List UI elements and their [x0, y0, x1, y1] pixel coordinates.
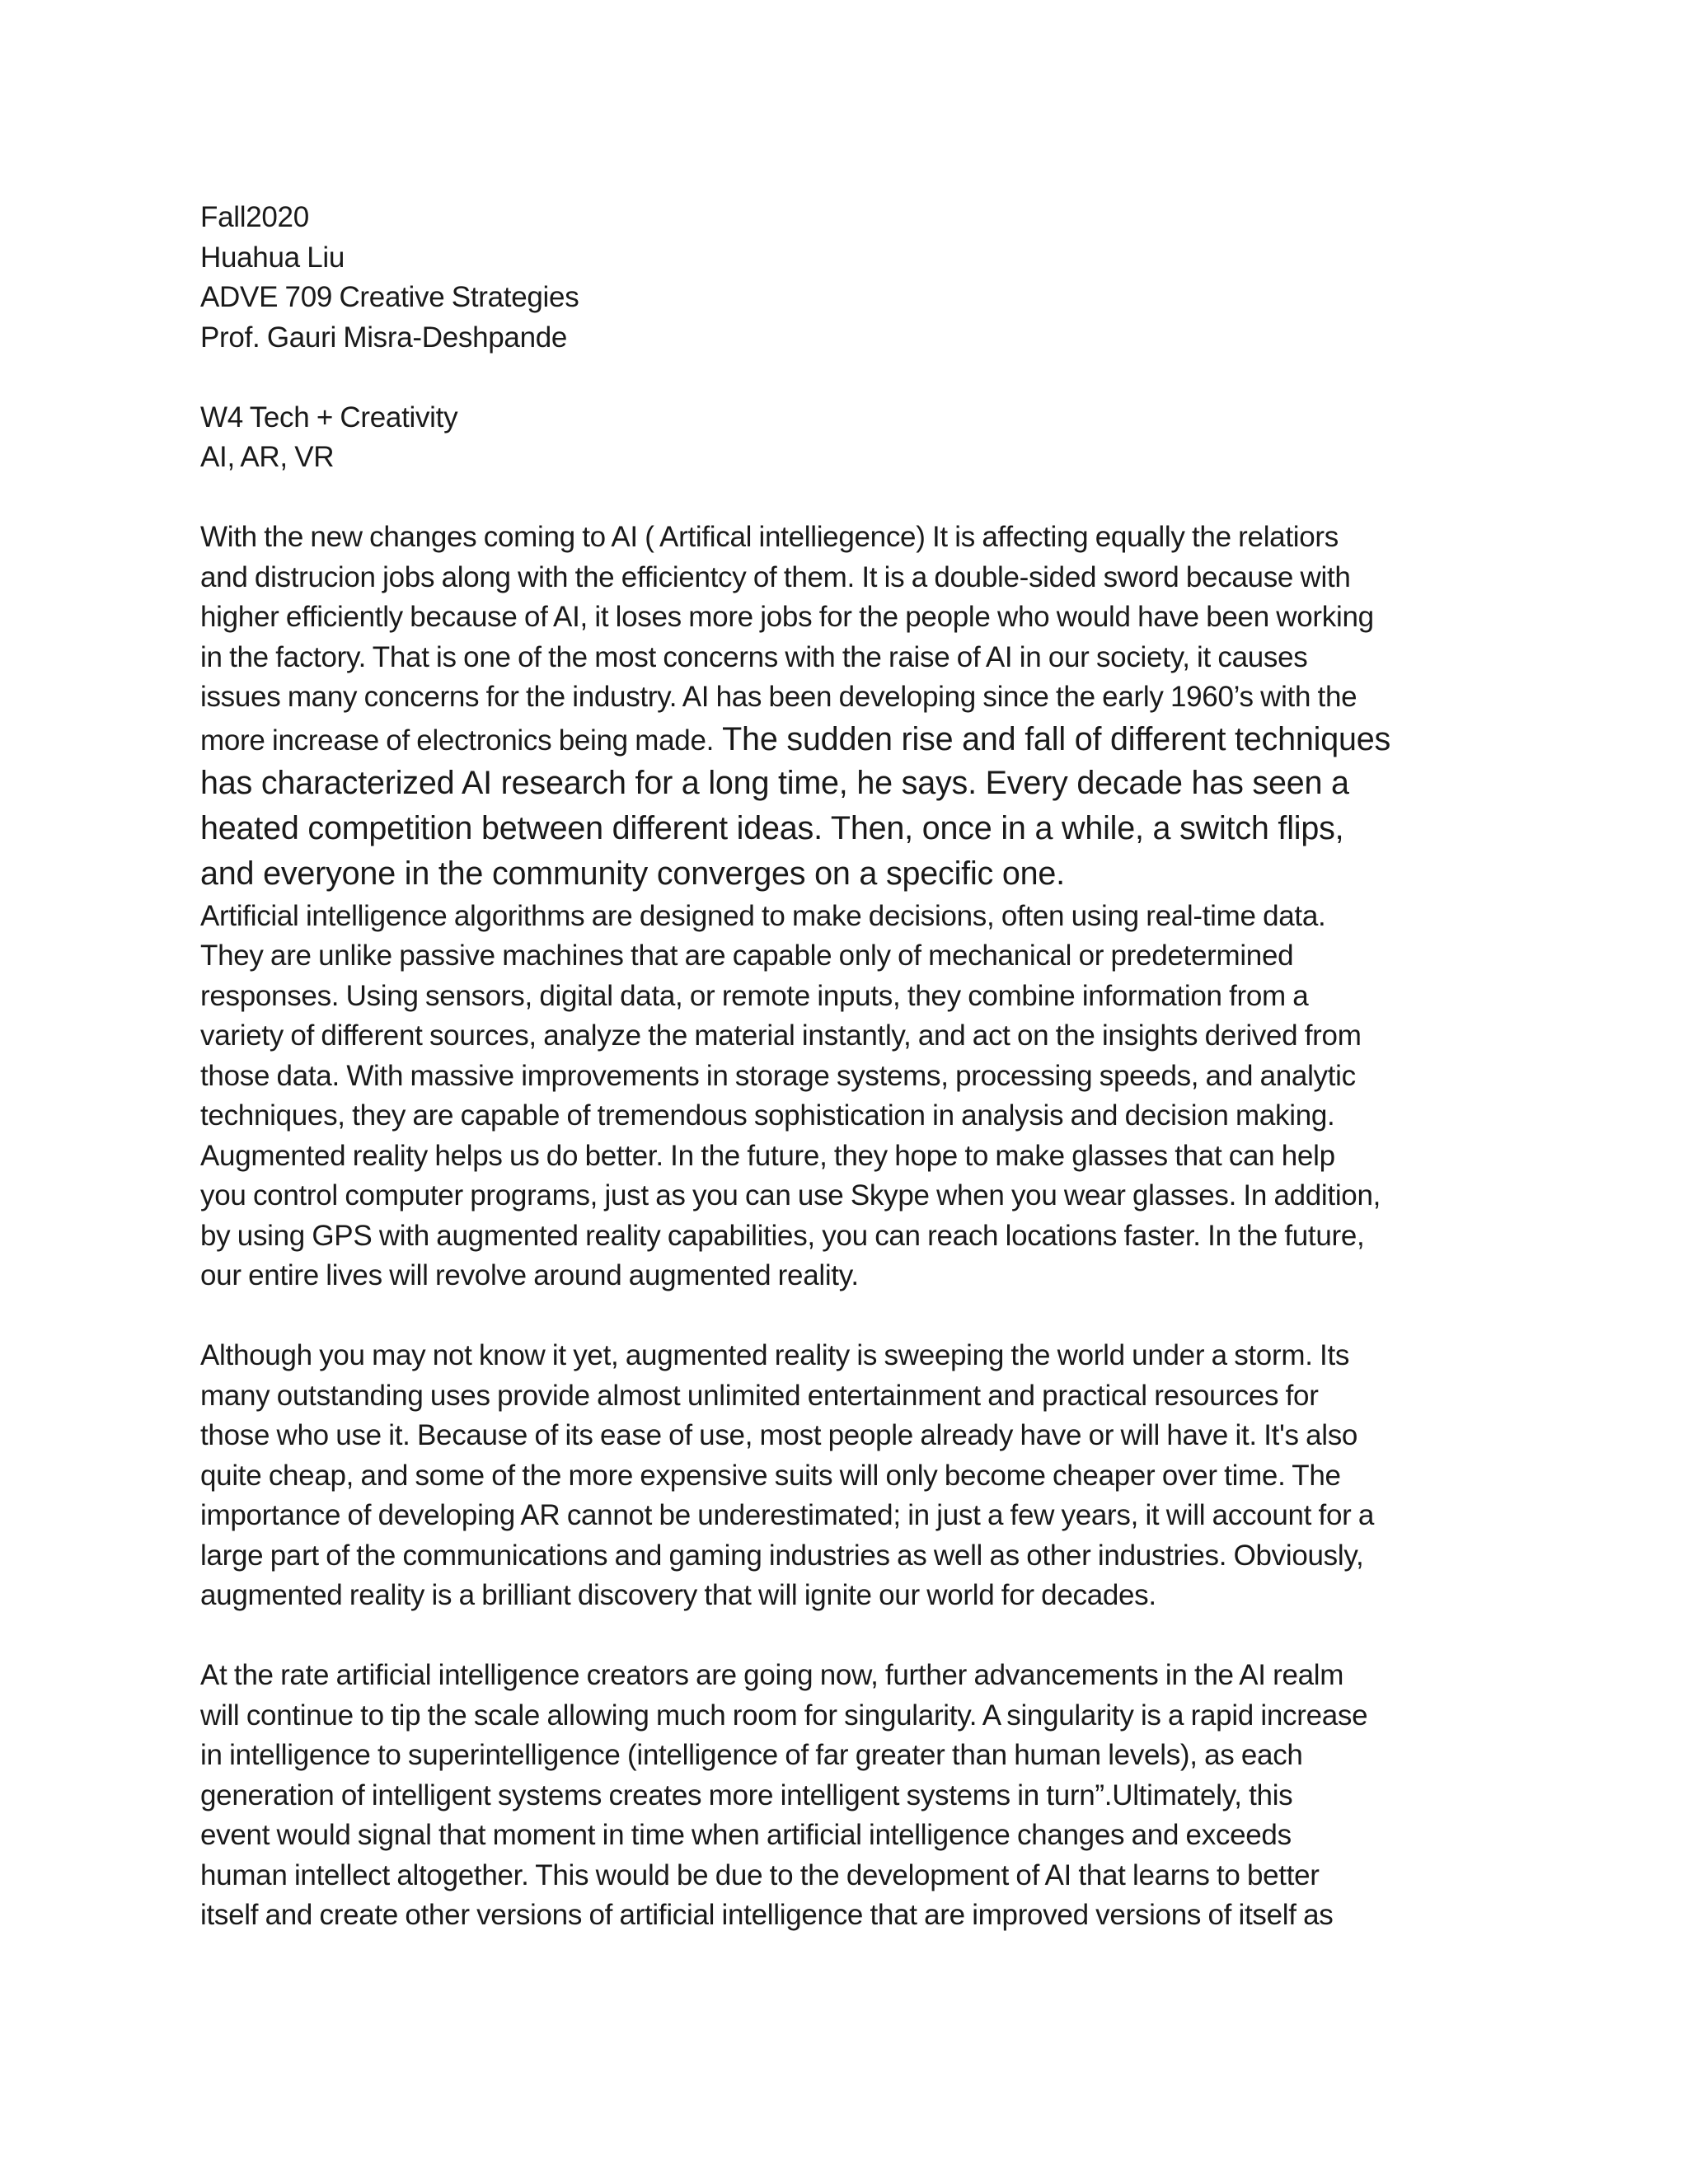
paragraph-singularity [200, 1656, 1486, 1936]
paragraph-line: With the new changes coming to AI ( Artifical intelliegence) It is affecting equally the relatiors [200, 521, 1339, 553]
paragraph-line-large: and everyone in the community converges on a specific one. [200, 855, 1065, 892]
course-title: ADVE 709 Creative Strategies [200, 281, 579, 313]
paragraph-line-large: heated competition between different ideas. Then, once in a while, a switch flips, [200, 809, 1344, 846]
paragraph-line: Although you may not know it yet, augmented reality is sweeping the world under a storm. Its [200, 1339, 1350, 1371]
paragraph-line: importance of developing AR cannot be underestimated; in just a few years, it will account for a [200, 1499, 1375, 1531]
paragraph-line: responses. Using sensors, digital data, or remote inputs, they combine information from a [200, 979, 1309, 1012]
blank-line [200, 478, 1486, 518]
paragraph-line: At the rate artificial intelligence creators are going now, further advancements in the AI realm [200, 1659, 1344, 1691]
paragraph-line: in intelligence to superintelligence (intelligence of far greater than human levels), as each [200, 1739, 1303, 1771]
paragraph-text-large: The sudden rise and fall of different techniques [714, 720, 1391, 757]
topic-subjects: AI, AR, VR [200, 441, 335, 473]
topic-block [200, 398, 1486, 478]
paragraph-text-small: more increase of electronics being made. [200, 724, 715, 757]
paragraph-line: Augmented reality helps us do better. In the future, they hope to make glasses that can help [200, 1139, 1335, 1172]
paragraph-line: itself and create other versions of artificial intelligence that are improved versions of itself as [200, 1899, 1334, 1931]
paragraph-line: human intellect altogether. This would be due to the development of AI that learns to better [200, 1858, 1320, 1891]
paragraph-line: by using GPS with augmented reality capabilities, you can reach locations faster. In the future, [200, 1219, 1365, 1252]
week-title: W4 Tech + Creativity [200, 401, 458, 434]
paragraph-line: event would signal that moment in time when artificial intelligence changes and exceeds [200, 1819, 1292, 1851]
paragraph-line: large part of the communications and gaming industries as well as other industries. Obviously, [200, 1539, 1364, 1572]
paragraph-line: variety of different sources, analyze the material instantly, and act on the insights derived from [200, 1019, 1362, 1052]
paragraph-line: issues many concerns for the industry. AI has been developing since the early 1960’s with the [200, 681, 1357, 713]
paragraph-line: augmented reality is a brilliant discovery that will ignite our world for decades. [200, 1579, 1156, 1611]
paragraph-line: in the factory. That is one of the most concerns with the raise of AI in our society, it causes [200, 640, 1308, 673]
paragraph-line: those who use it. Because of its ease of use, most people already have or will have it. It's also [200, 1419, 1358, 1451]
paragraph-line: They are unlike passive machines that are capable only of mechanical or predetermined [200, 940, 1294, 972]
paragraph-ar [200, 1336, 1486, 1616]
paragraph-line: techniques, they are capable of tremendous sophistication in analysis and decision making. [200, 1099, 1335, 1132]
paragraph-line-large: has characterized AI research for a long time, he says. Every decade has seen a [200, 764, 1349, 801]
paragraph-line: many outstanding uses provide almost unlimited entertainment and practical resources for [200, 1379, 1319, 1412]
paragraph-line: quite cheap, and some of the more expensive suits will only become cheaper over time. The [200, 1459, 1341, 1492]
blank-line [200, 1296, 1486, 1337]
paragraph-line: and distrucion jobs along with the efficientcy of them. It is a double-sided sword because with [200, 560, 1351, 593]
blank-line [200, 358, 1486, 398]
paragraph-ai [200, 518, 1486, 1296]
paragraph-line: our entire lives will revolve around augmented reality. [200, 1259, 859, 1291]
document-body [200, 198, 1486, 1936]
paragraph-line [200, 718, 1486, 761]
paragraph-line: those data. With massive improvements in storage systems, processing speeds, and analytic [200, 1059, 1356, 1092]
student-name: Huahua Liu [200, 241, 345, 274]
professor-name: Prof. Gauri Misra-Deshpande [200, 321, 568, 354]
heading-block [200, 198, 1486, 358]
paragraph-line: Artificial intelligence algorithms are designed to make decisions, often using real-time data. [200, 899, 1326, 932]
paragraph-line: generation of intelligent systems creates more intelligent systems in turn”.Ultimately, this [200, 1779, 1293, 1811]
paragraph-line: you control computer programs, just as you can use Skype when you wear glasses. In addition, [200, 1179, 1381, 1212]
paragraph-line: higher efficiently because of AI, it loses more jobs for the people who would have been working [200, 601, 1374, 633]
term-label: Fall2020 [200, 201, 309, 233]
paragraph-line: will continue to tip the scale allowing much room for singularity. A singularity is a rapid increase [200, 1699, 1368, 1732]
blank-line [200, 1616, 1486, 1657]
